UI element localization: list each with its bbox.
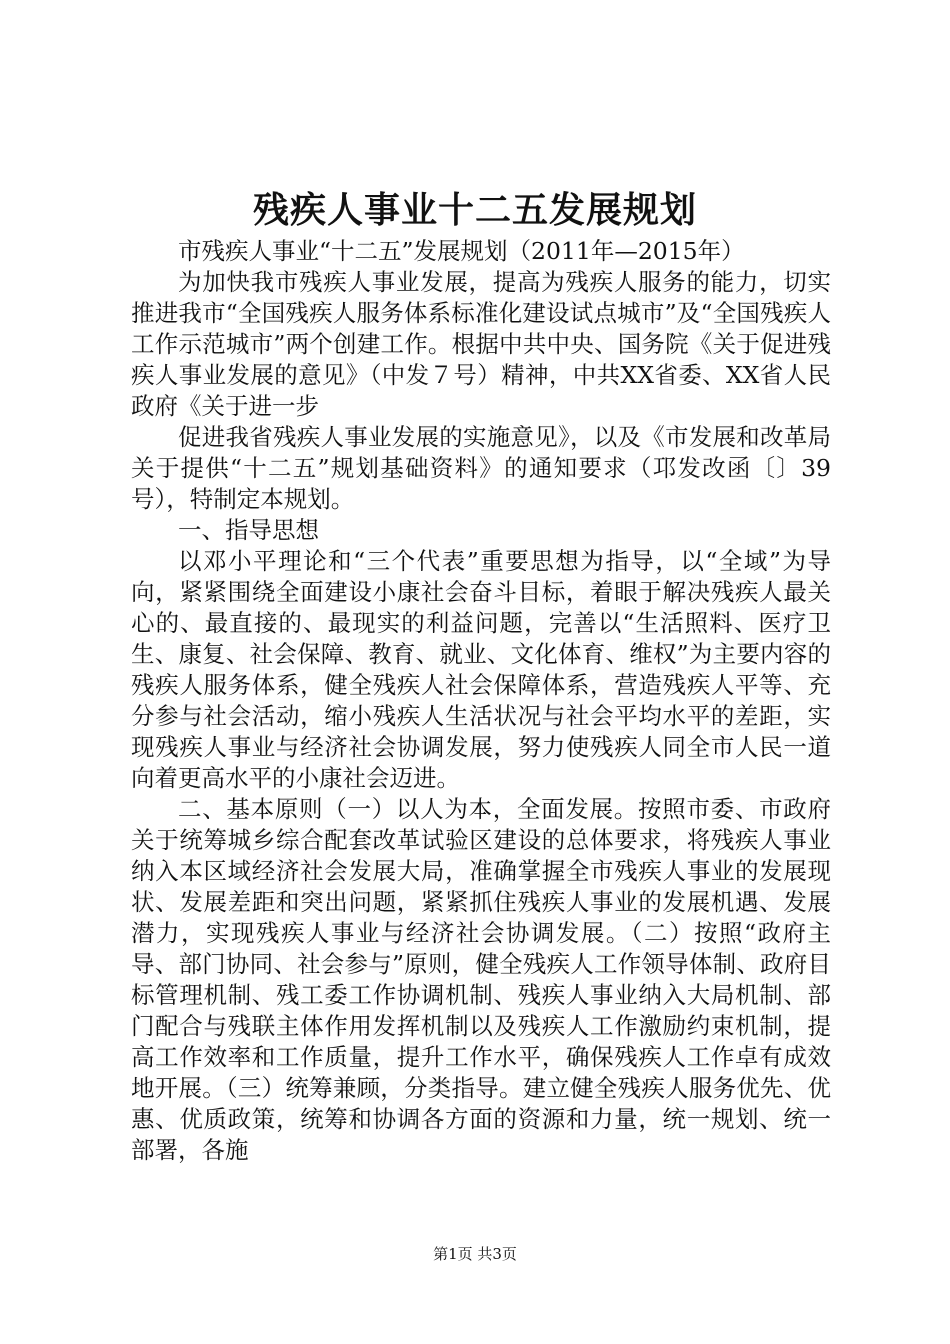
- paragraph-intro-continued: 促进我省残疾人事业发展的实施意见》，以及《市发展和改革局关于提供“十二五”规划基础资料》的通知要求（邛发改函〔〕39号），特制定本规划。: [131, 423, 831, 513]
- document-body: [131, 236, 831, 1166]
- paragraph-guiding-ideology: 以邓小平理论和“三个代表”重要思想为指导，以“全域”为导向，紧紧围绕全面建设小康社会奋斗目标，着眼于解决残疾人最关心的、最直接的、最现实的利益问题，完善以“生活照料、医疗卫生、康复、社会保障、教育、就业、文化体育、维权”为主要内容的残疾人服务体系，健全残疾人社会保障体系，营造残疾人平等、充分参与社会活动，缩小残疾人生活状况与社会平均水平的差距，实现残疾人事业与经济社会协调发展，努力使残疾人同全市人民一道向着更高水平的小康社会迈进。: [131, 547, 831, 792]
- page-footer: 第1页 共3页: [433, 1245, 517, 1263]
- section-heading-guiding-ideology: 一、指导思想: [178, 516, 319, 544]
- paragraph-subtitle: 市残疾人事业“十二五”发展规划（2011年—2015年）: [178, 237, 745, 265]
- paragraph-intro: 为加快我市残疾人事业发展，提高为残疾人服务的能力，切实推进我市“全国残疾人服务体系标准化建设试点城市”及“全国残疾人工作示范城市”两个创建工作。根据中共中央、国务院《关于促进残疾人事业发展的意见》（中发７号）精神，中共XX省委、XX省人民政府《关于进一步: [131, 268, 831, 420]
- paragraph-basic-principles: 二、基本原则（一）以人为本，全面发展。按照市委、市政府关于统筹城乡综合配套改革试验区建设的总体要求，将残疾人事业纳入本区域经济社会发展大局，准确掌握全市残疾人事业的发展现状、发展差距和突出问题，紧紧抓住残疾人事业的发展机遇、发展潜力，实现残疾人事业与经济社会协调发展。（二）按照“政府主导、部门协同、社会参与”原则，健全残疾人工作领导体制、政府目标管理机制、残工委工作协调机制、残疾人事业纳入大局机制、部门配合与残联主体作用发挥机制以及残疾人工作激励约束机制，提高工作效率和工作质量，提升工作水平，确保残疾人工作卓有成效地开展。（三）统筹兼顾，分类指导。建立健全残疾人服务优先、优惠、优质政策，统筹和协调各方面的资源和力量，统一规划、统一部署，各施: [131, 795, 831, 1164]
- document-title: 残疾人事业十二五发展规划: [252, 189, 697, 231]
